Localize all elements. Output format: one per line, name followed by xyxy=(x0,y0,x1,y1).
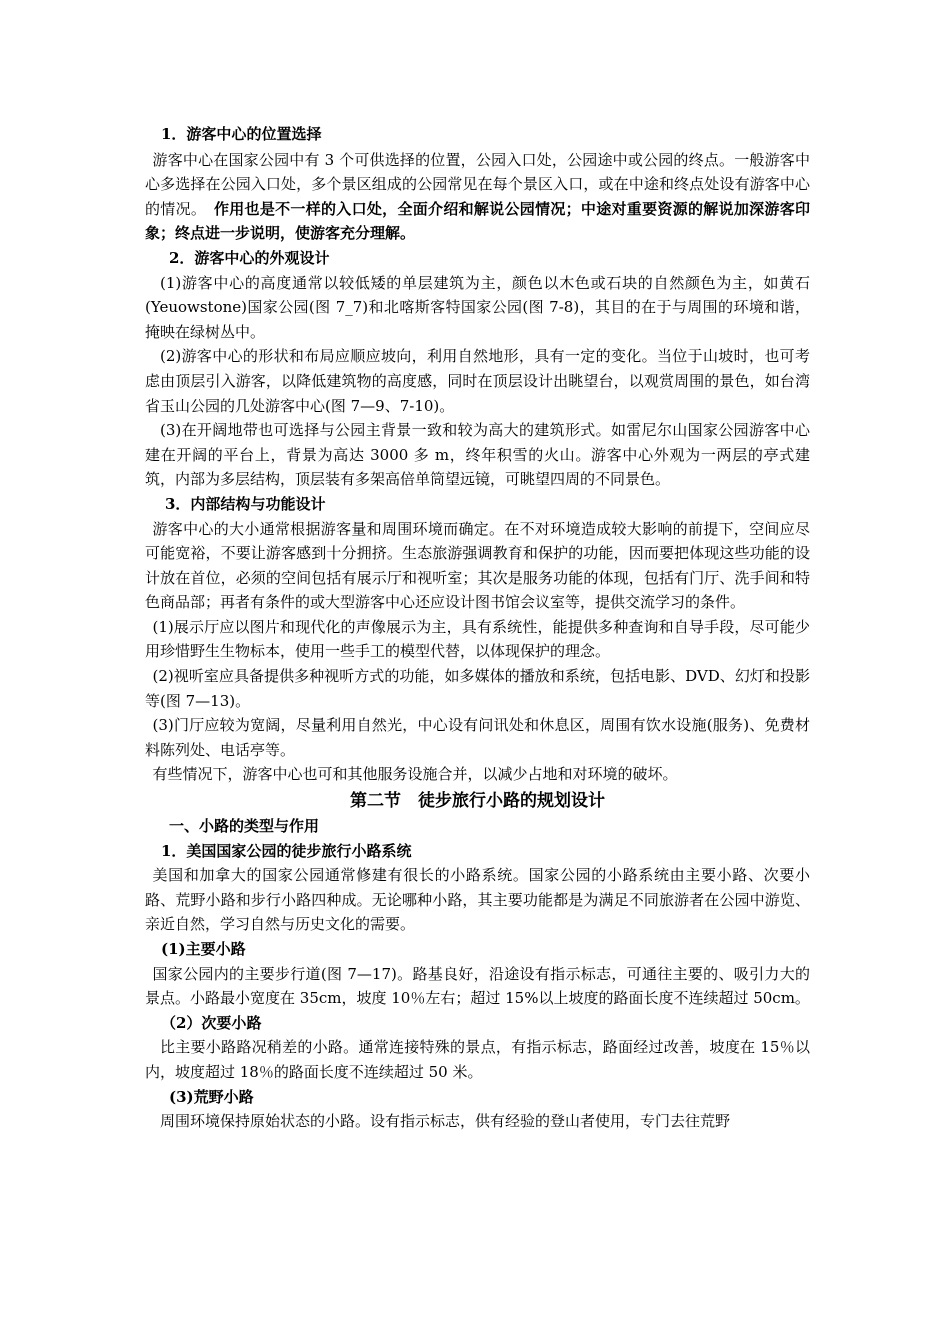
paragraph-location-bold: 作用也是不一样的入口处，全面介绍和解说公园情况；中途对重要资源的解说加深游客印象；终点进一步说明，使游客充分理解。 xyxy=(145,199,810,243)
heading-visitor-center-location: 1．游客中心的位置选择 xyxy=(161,125,322,143)
paragraph-exterior-2: (2)游客中心的形状和布局应顺应坡向，利用自然地形，具有一定的变化。当位于山坡时，也可考虑由顶层引入游客，以降低建筑物的高度感，同时在顶层设计出眺望台，以观赏周围的景色，如台湾省玉山公园的几处游客中心(图 7—9、7-10)。 xyxy=(145,347,810,415)
paragraph-wilderness-trail: 周围环境保持原始状态的小路。设有指示标志，供有经验的登山者使用，专门去往荒野 xyxy=(160,1112,731,1131)
heading-main-trail: (1)主要小路 xyxy=(161,940,246,958)
paragraph-interior-intro: 游客中心的大小通常根据游客量和周围环境而确定。在不对环境造成较大影响的前提下，空间应尽可能宽裕，不要让游客感到十分拥挤。生态旅游强调教育和保护的功能，因而要把体现这些功能的设计放在首位，必须的空间包括有展示厅和视听室；其次是服务功能的体现，包括有门厅、洗手间和特色商品部；再者有条件的或大型游客中心还应设计图书馆会议室等，提供交流学习的条件。 xyxy=(145,519,810,612)
section-title-hiking-trails: 第二节 徒步旅行小路的规划设计 xyxy=(350,791,605,812)
paragraph-main-trail: 国家公园内的主要步行道(图 7—17)。路基良好，沿途设有指示标志，可通往主要的、吸引力大的景点。小路最小宽度在 35cm，坡度 10％左右；超过 15%以上坡度的路面长度不连续超过 50cm。 xyxy=(145,964,810,1008)
paragraph-secondary-trail: 比主要小路路况稍差的小路。通常连接特殊的景点，有指示标志，路面经过改善，坡度在 15％以内，坡度超过 18％的路面长度不连续超过 50 米。 xyxy=(145,1038,810,1081)
heading-exterior-design: 2．游客中心的外观设计 xyxy=(169,248,330,267)
heading-us-trail-system: 1．美国国家公园的徒步旅行小路系统 xyxy=(161,841,412,860)
paragraph-interior-2: (2)视听室应具备提供多种视听方式的功能，如多媒体的播放和系统，包括电影、DVD、幻灯和投影等(图 7—13)。 xyxy=(145,667,810,710)
heading-wilderness-trail: (3)荒野小路 xyxy=(169,1087,254,1106)
heading-interior-design: 3．内部结构与功能设计 xyxy=(165,494,326,513)
paragraph-interior-3: (3)门厅应较为宽阔，尽量利用自然光，中心设有问讯处和休息区，周围有饮水设施(服务)、免费材料陈列处、电话亭等。 xyxy=(145,716,810,759)
paragraph-interior-note: 有些情况下，游客中心也可和其他服务设施合并，以减少占地和对环境的破坏。 xyxy=(152,765,678,784)
heading-secondary-trail: （2）次要小路 xyxy=(161,1013,262,1032)
paragraph-location xyxy=(145,148,810,246)
heading-trail-types: 一、小路的类型与作用 xyxy=(169,817,320,836)
paragraph-interior-1: (1)展示厅应以图片和现代化的声像展示为主，具有系统性，能提供多种查询和自导手段，尽可能少用珍惜野生生物标本，使用一些手工的模型代替，以体现保护的理念。 xyxy=(145,617,810,661)
paragraph-trail-system: 美国和加拿大的国家公园通常修建有很长的小路系统。国家公园的小路系统由主要小路、次要小路、荒野小路和步行小路四种成。无论哪种小路，其主要功能都是为满足不同旅游者在公园中游览、亲近自然，学习自然与历史文化的需要。 xyxy=(145,866,810,934)
paragraph-exterior-1: (1)游客中心的高度通常以较低矮的单层建筑为主，颜色以木色或石块的自然颜色为主，如黄石(Yeuowstone)国家公园(图 7_7)和北喀斯客特国家公园(图 7-8)，其目的在于与周围的环境和谐，掩映在绿树丛中。 xyxy=(145,273,810,341)
paragraph-location-text: 游客中心在国家公园中有 3 个可供选择的位置，公园入口处，公园途中或公园的终点。一般游客中心多选择在公园入口处，多个景区组成的公园常见在每个景区入口，或在中途和终点处设有游客中心的情况。 xyxy=(145,150,810,218)
document-body xyxy=(145,122,810,1134)
paragraph-exterior-3: (3)在开阔地带也可选择与公园主背景一致和较为高大的建筑形式。如雷尼尔山国家公园游客中心建在开阔的平台上，背景为高达 3000 多 m，终年积雪的火山。游客中心外观为一两层的亭式建筑，内部为多层结构，顶层装有多架高倍单筒望远镜，可眺望四周的不同景色。 xyxy=(145,421,810,489)
